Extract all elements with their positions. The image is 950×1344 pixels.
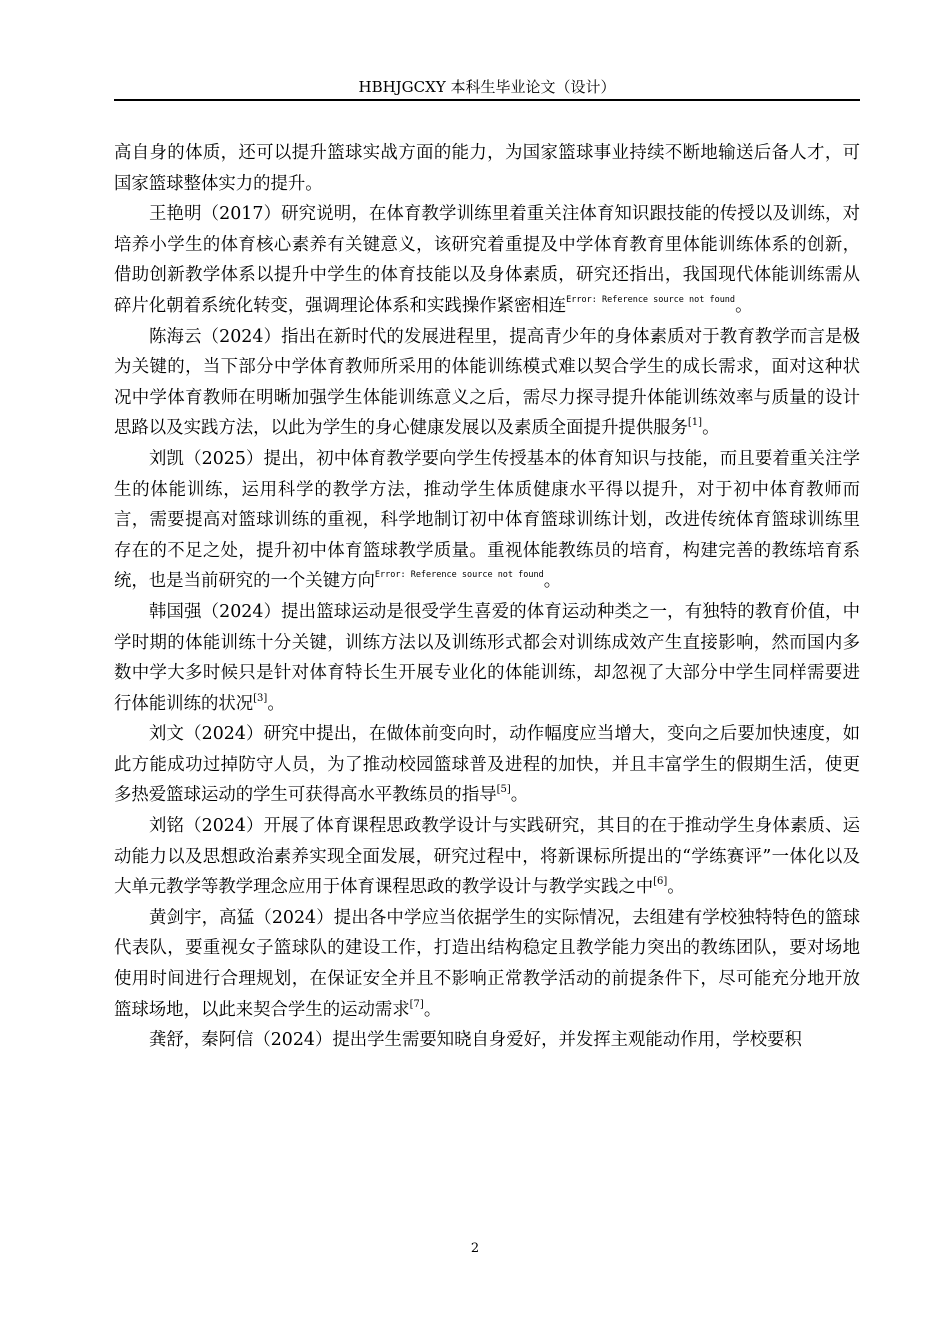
- paragraph-text: 韩国强（2024）提出篮球运动是很受学生喜爱的体育运动种类之一，有独特的教育价值，中学时期的体能训练十分关键，训练方法以及训练形式都会对训练成效产生直接影响，然而国内多数中学大多时候只是针对体育特长生开展专业化的体能训练，却忽视了大部分中学生同样需要进行体能训练的状况: [114, 601, 860, 714]
- paragraph-end: 。: [543, 571, 562, 592]
- paragraph-end: 。: [510, 785, 529, 806]
- paragraph-end: 。: [735, 295, 753, 316]
- citation-error: Error: Reference source not found: [374, 570, 544, 581]
- paragraph-text: 黄剑宇，高猛（2024）提出各中学应当依据学生的实际情况，去组建有学校独特特色的篮球代表队，要重视女子篮球队的建设工作，打造出结构稳定且教学能力突出的教练团队，要对场地使用时间进行合理规划，在保证安全并且不影响正常教学活动的前提条件下，尽可能充分地开放篮球场地，以此来契合学生的运动需求: [114, 907, 860, 1020]
- paragraph-text: 刘凯（2025）提出，初中体育教学要向学生传授基本的体育知识与技能，而且要着重关注学生的体能训练，运用科学的教学方法，推动学生体质健康水平得以提升，对于初中体育教师而言，需要提高对篮球训练的重视，科学地制订初中体育篮球训练计划，改进传统体育篮球训练里存在的不足之处，提升初中体育篮球教学质量。重视体能教练员的培育，构建完善的教练培育系统，也是当前研究的一个关键方向: [114, 448, 860, 592]
- body-text: [114, 138, 860, 1056]
- page-header: HBHJGCXY 本科生毕业论文（设计）: [358, 78, 616, 96]
- paragraph: [114, 199, 860, 321]
- paragraph: [114, 1025, 860, 1056]
- paragraph-text: 刘文（2024）研究中提出，在做体前变向时，动作幅度应当增大，变向之后要加快速度，如此方能成功过掉防守人员，为了推动校园篮球普及进程的加快，并且丰富学生的假期生活，使更多热爱篮球运动的学生可获得高水平教练员的指导: [114, 724, 860, 806]
- paragraph: [114, 322, 860, 444]
- citation: [5]: [496, 784, 511, 796]
- page-number: 2: [470, 1241, 480, 1256]
- paragraph: [114, 444, 860, 597]
- paragraph-end: 。: [702, 418, 720, 439]
- paragraph-end: 。: [267, 693, 285, 714]
- citation-error: Error: Reference source not found: [566, 294, 736, 305]
- paragraph: [114, 811, 860, 903]
- header-divider: [114, 99, 860, 101]
- paragraph-text: 刘铭（2024）开展了体育课程思政教学设计与实践研究，其目的在于推动学生身体素质、运动能力以及思想政治素养实现全面发展，研究过程中，将新课标所提出的“学练赛评”一体化以及大单元教学等教学理念应用于体育课程思政的教学设计与教学实践之中: [114, 816, 860, 898]
- paragraph: [114, 597, 860, 719]
- paragraph-text: 龚舒，秦阿信（2024）提出学生需要知晓自身爱好，并发挥主观能动作用，学校要积: [149, 1030, 802, 1051]
- paragraph-text: 王艳明（2017）研究说明，在体育教学训练里着重关注体育知识跟技能的传授以及训练，对培养小学生的体育核心素养有关键意义，该研究着重提及中学体育教育里体能训练体系的创新，借助创新教学体系以提升中学生的体育技能以及身体素质，研究还指出，我国现代体能训练需从碎片化朝着系统化转变，强调理论体系和实践操作紧密相连: [114, 204, 860, 316]
- citation: [3]: [253, 692, 268, 704]
- citation: [7]: [409, 998, 424, 1010]
- paragraph-end: 。: [667, 877, 685, 898]
- paragraph-text: 高自身的体质，还可以提升篮球实战方面的能力，为国家篮球事业持续不断地输送后备人才，可国家篮球整体实力的提升。: [114, 143, 860, 194]
- citation: [1]: [687, 417, 703, 429]
- paragraph: [114, 719, 860, 811]
- paragraph-end: 。: [423, 999, 442, 1020]
- paragraph-text: 陈海云（2024）指出在新时代的发展进程里，提高青少年的身体素质对于教育教学而言是极为关键的，当下部分中学体育教师所采用的体能训练模式难以契合学生的成长需求，面对这种状况中学体育教师在明晰加强学生体能训练意义之后，需尽力探寻提升体能训练效率与质量的设计思路以及实践方法，以此为学生的身心健康发展以及素质全面提升提供服务: [114, 326, 860, 439]
- paragraph: [114, 138, 860, 199]
- paragraph: [114, 903, 860, 1025]
- citation: [6]: [653, 876, 668, 888]
